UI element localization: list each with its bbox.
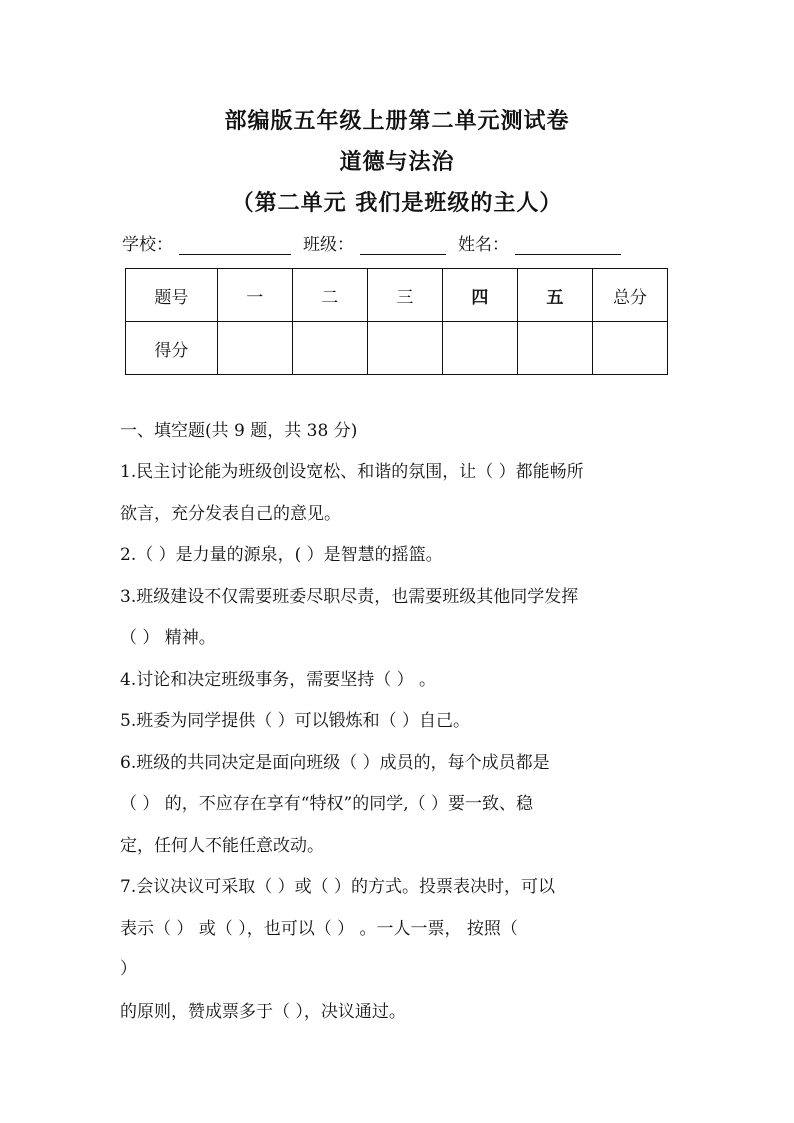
- score-cell[interactable]: [442, 322, 517, 375]
- section-1-heading: 一、填空题(共 9 题，共 38 分): [120, 421, 358, 441]
- student-info-row: [122, 230, 633, 255]
- school-blank[interactable]: [179, 236, 291, 255]
- exam-title: 部编版五年级上册第二单元测试卷: [224, 108, 570, 134]
- question-line: 7.会议决议可采取（ ）或（ ）的方式。投票表决时，可以: [120, 877, 556, 897]
- name-blank[interactable]: [515, 236, 621, 255]
- score-cell[interactable]: [592, 322, 667, 375]
- question-line: 5.班委为同学提供（ ）可以锻炼和（ ）自己。: [120, 711, 471, 731]
- question-line: （ ） 的，不应存在享有“特权”的同学,（ ）要一致、稳: [120, 794, 533, 814]
- class-label: 班级：: [303, 235, 354, 255]
- question-line: 6.班级的共同决定是面向班级（ ）成员的，每个成员都是: [120, 753, 550, 773]
- section-5-header: 五: [517, 269, 592, 322]
- name-label: 姓名：: [458, 235, 509, 255]
- score-cell[interactable]: [517, 322, 592, 375]
- section-4-header: 四: [442, 269, 517, 322]
- question-line: 定，任何人不能任意改动。: [120, 836, 324, 856]
- score-row-label: 得分: [126, 322, 218, 375]
- score-cell[interactable]: [217, 322, 292, 375]
- question-line: 的原则，赞成票多于（ ），决议通过。: [120, 1002, 406, 1022]
- question-line: 欲言，充分发表自己的意见。: [120, 504, 341, 524]
- section-2-header: 二: [292, 269, 367, 322]
- class-blank[interactable]: [360, 236, 446, 255]
- question-line: 1.民主讨论能为班级创设宽松、和谐的氛围，让（ ）都能畅所: [120, 462, 584, 482]
- school-label: 学校：: [122, 235, 173, 255]
- section-1-header: 一: [217, 269, 292, 322]
- question-line: 4.讨论和决定班级事务，需要坚持（ ） 。: [120, 670, 437, 690]
- question-line: （ ） 精神。: [120, 628, 216, 648]
- question-line: 2.（ ）是力量的源泉，( ）是智慧的摇篮。: [120, 545, 443, 565]
- subject-title: 道德与法治: [339, 149, 455, 175]
- question-number-header: 题号: [126, 269, 218, 322]
- score-table-header-row: [126, 269, 668, 322]
- total-score-header: 总分: [592, 269, 667, 322]
- question-line: 3.班级建设不仅需要班委尽职尽责，也需要班级其他同学发挥: [120, 587, 579, 607]
- score-table-score-row: [126, 322, 668, 375]
- score-table: [125, 268, 668, 375]
- unit-title: （第二单元 我们是班级的主人）: [231, 190, 563, 216]
- score-cell[interactable]: [292, 322, 367, 375]
- section-3-header: 三: [367, 269, 442, 322]
- question-line: ）: [120, 959, 137, 979]
- question-line: 表示（ ） 或（ ），也可以（ ） 。一人一票， 按照（: [120, 919, 518, 939]
- score-cell[interactable]: [367, 322, 442, 375]
